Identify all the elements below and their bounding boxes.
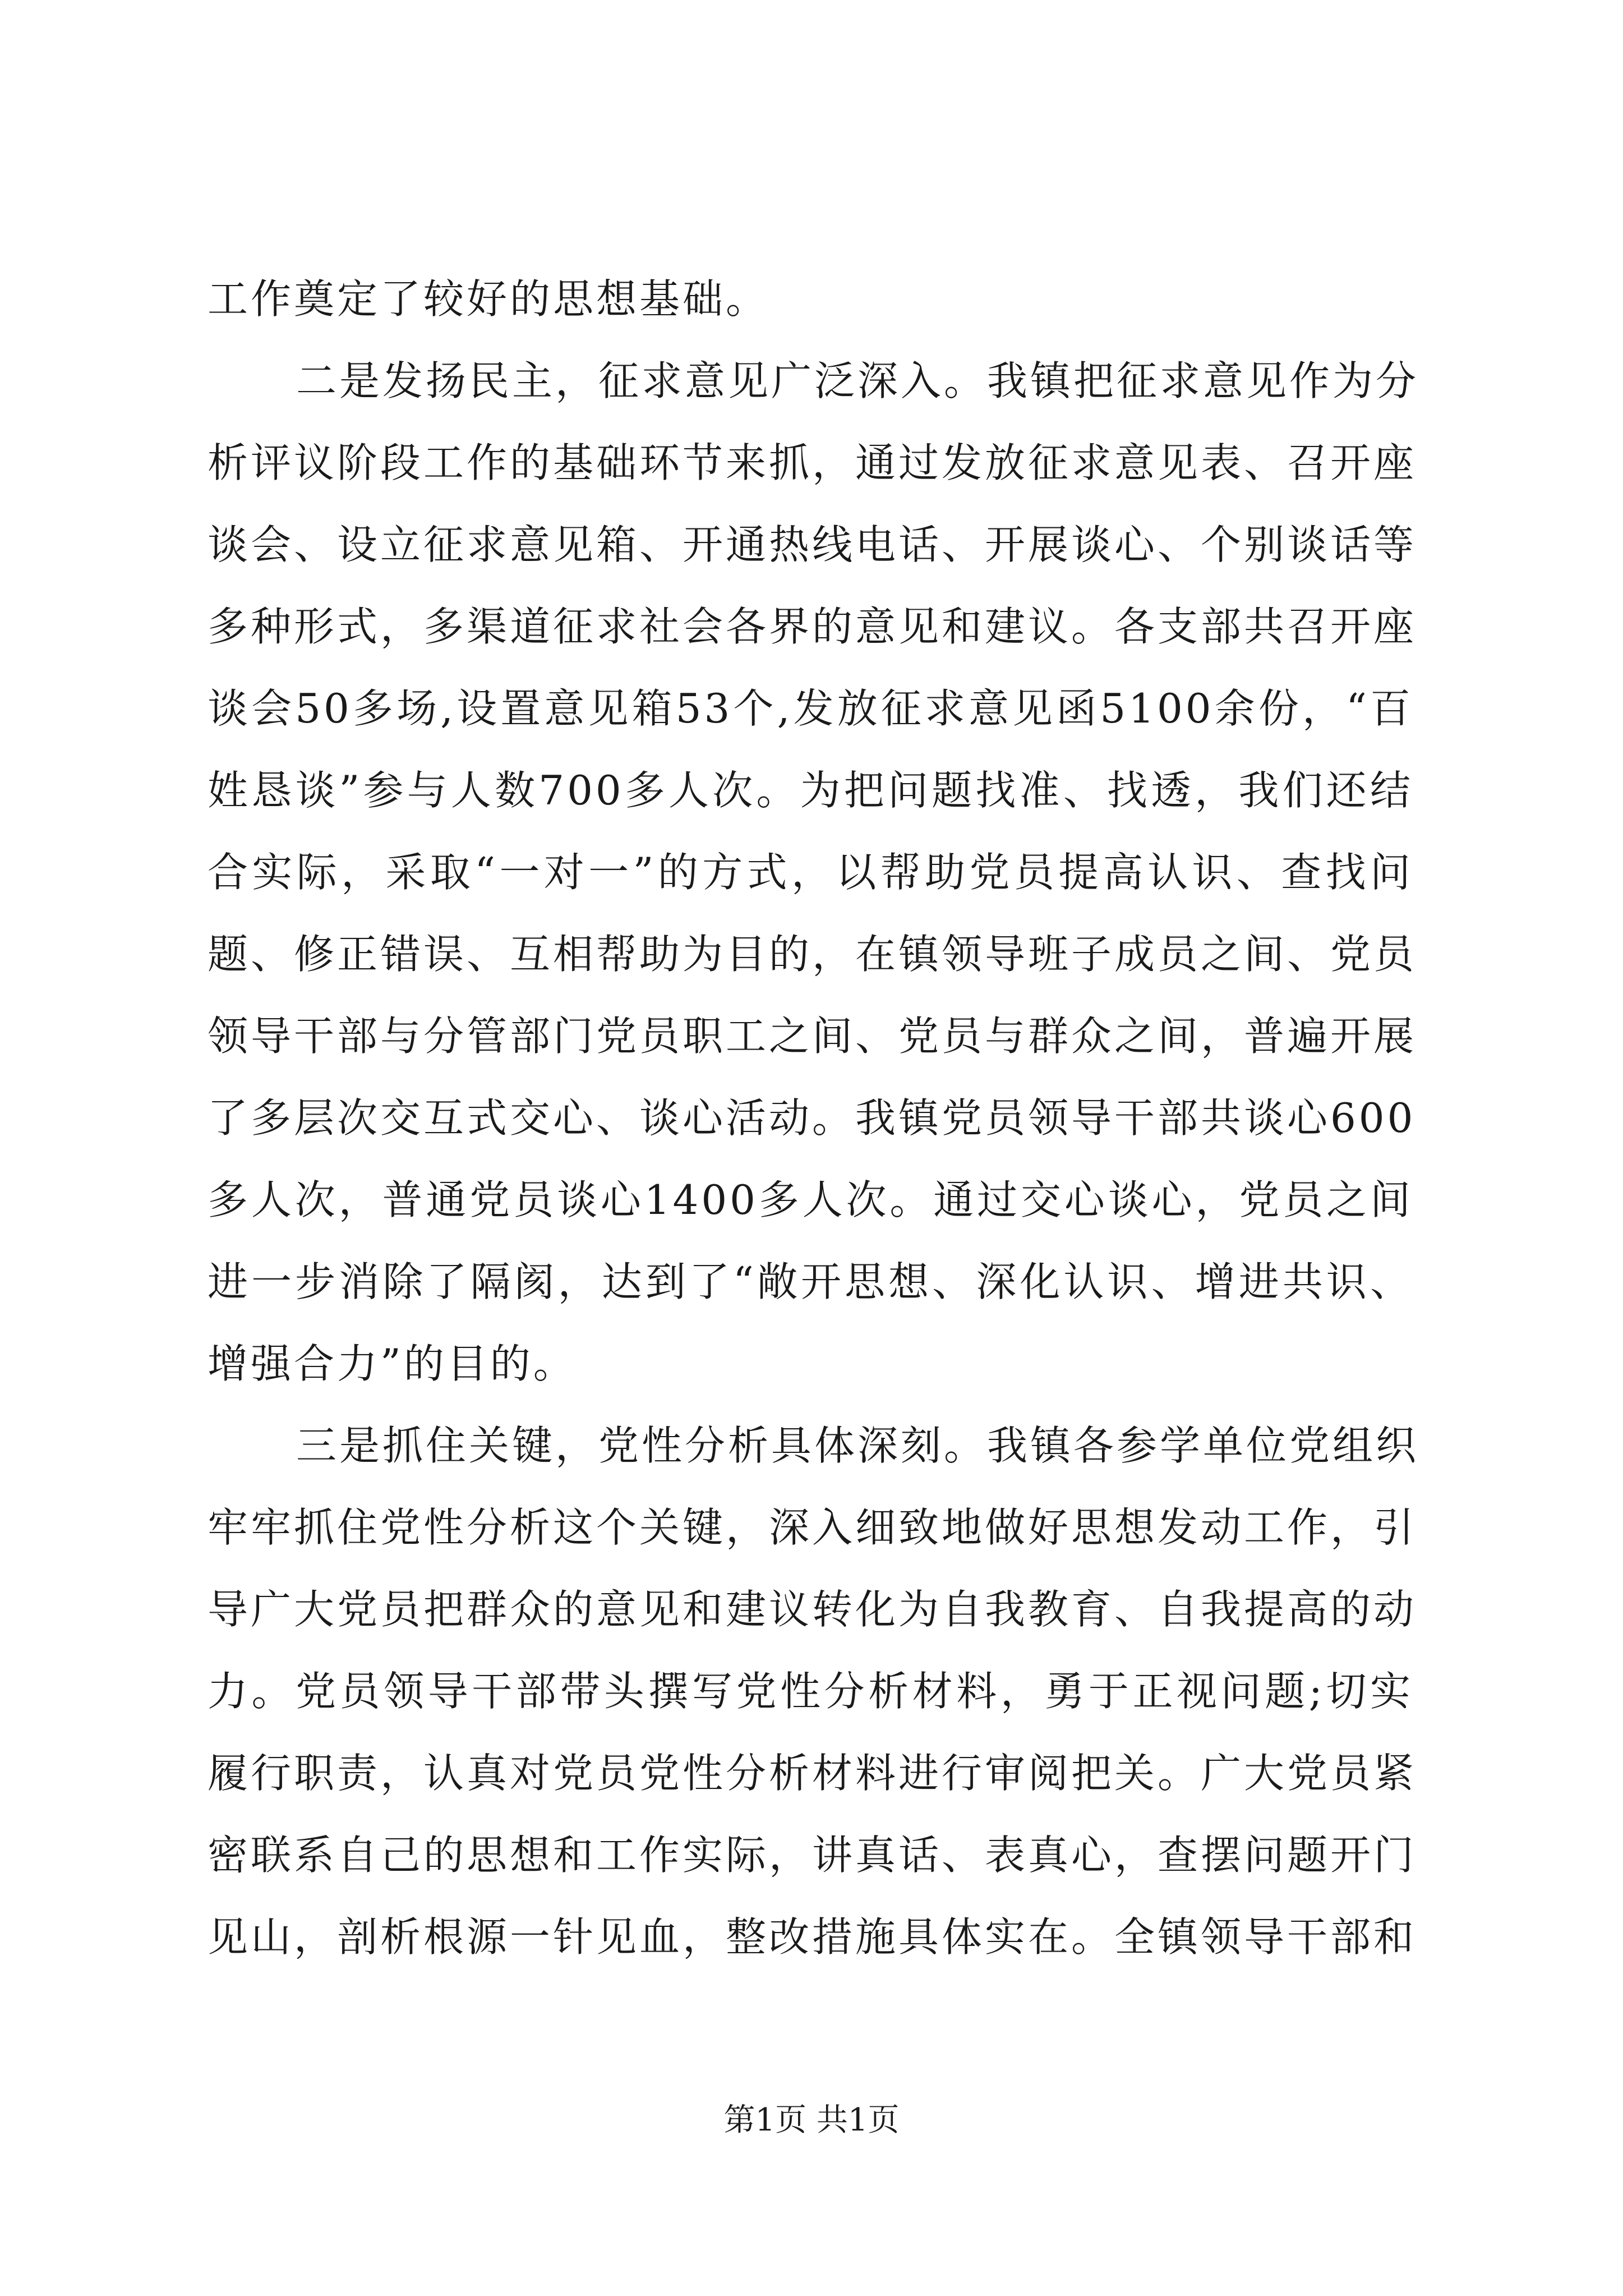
text-line: 工作奠定了较好的思想基础。	[208, 275, 769, 323]
text-line: 履行职责，认真对党员党性分析材料进行审阅把关。广大党员紧	[208, 1750, 1417, 1797]
text-line: 谈会、设立征求意见箱、开通热线电话、开展谈心、个别谈话等	[208, 521, 1417, 568]
page-number-label: 第1页 共1页	[723, 2102, 900, 2138]
paragraph-2-start: 二是发扬民主，征求意见广泛深入。我镇把征求意见作为分	[296, 357, 1419, 404]
text-line: 了多层次交互式交心、谈心活动。我镇党员领导干部共谈心600	[208, 1094, 1416, 1142]
text-line: 领导干部与分管部门党员职工之间、党员与群众之间，普遍开展	[208, 1013, 1417, 1060]
text-line: 合实际，采取“一对一”的方式，以帮助党员提高认识、查找问	[208, 849, 1413, 896]
text-line: 牢牢抓住党性分析这个关键，深入细致地做好思想发动工作，引	[208, 1504, 1417, 1551]
text-line: 密联系自己的思想和工作实际，讲真话、表真心，查摆问题开门	[208, 1832, 1417, 1879]
text-line: 姓恳谈”参与人数700多人次。为把问题找准、找透，我们还结	[208, 767, 1413, 814]
text-line: 见山，剖析根源一针见血，整改措施具体实在。全镇领导干部和	[208, 1913, 1417, 1961]
text-line: 增强合力”的目的。	[208, 1340, 577, 1387]
document-body	[208, 258, 1419, 1978]
text-line: 多人次，普通党员谈心1400多人次。通过交心谈心，党员之间	[208, 1176, 1413, 1223]
text-line: 进一步消除了隔阂，达到了“敞开思想、深化认识、增进共识、	[208, 1258, 1413, 1305]
text-line: 导广大党员把群众的意见和建议转化为自我教育、自我提高的动	[208, 1586, 1417, 1633]
text-line: 多种形式，多渠道征求社会各界的意见和建议。各支部共召开座	[208, 603, 1417, 650]
page-footer	[0, 2098, 1623, 2143]
paragraph-3-start: 三是抓住关键，党性分析具体深刻。我镇各参学单位党组织	[296, 1422, 1419, 1469]
text-line: 题、修正错误、互相帮助为目的，在镇领导班子成员之间、党员	[208, 931, 1417, 978]
text-line: 力。党员领导干部带头撰写党性分析材料，勇于正视问题;切实	[208, 1668, 1413, 1715]
text-line: 析评议阶段工作的基础环节来抓，通过发放征求意见表、召开座	[208, 439, 1417, 486]
text-line: 谈会50多场,设置意见箱53个,发放征求意见函5100余份，“百	[208, 685, 1413, 732]
